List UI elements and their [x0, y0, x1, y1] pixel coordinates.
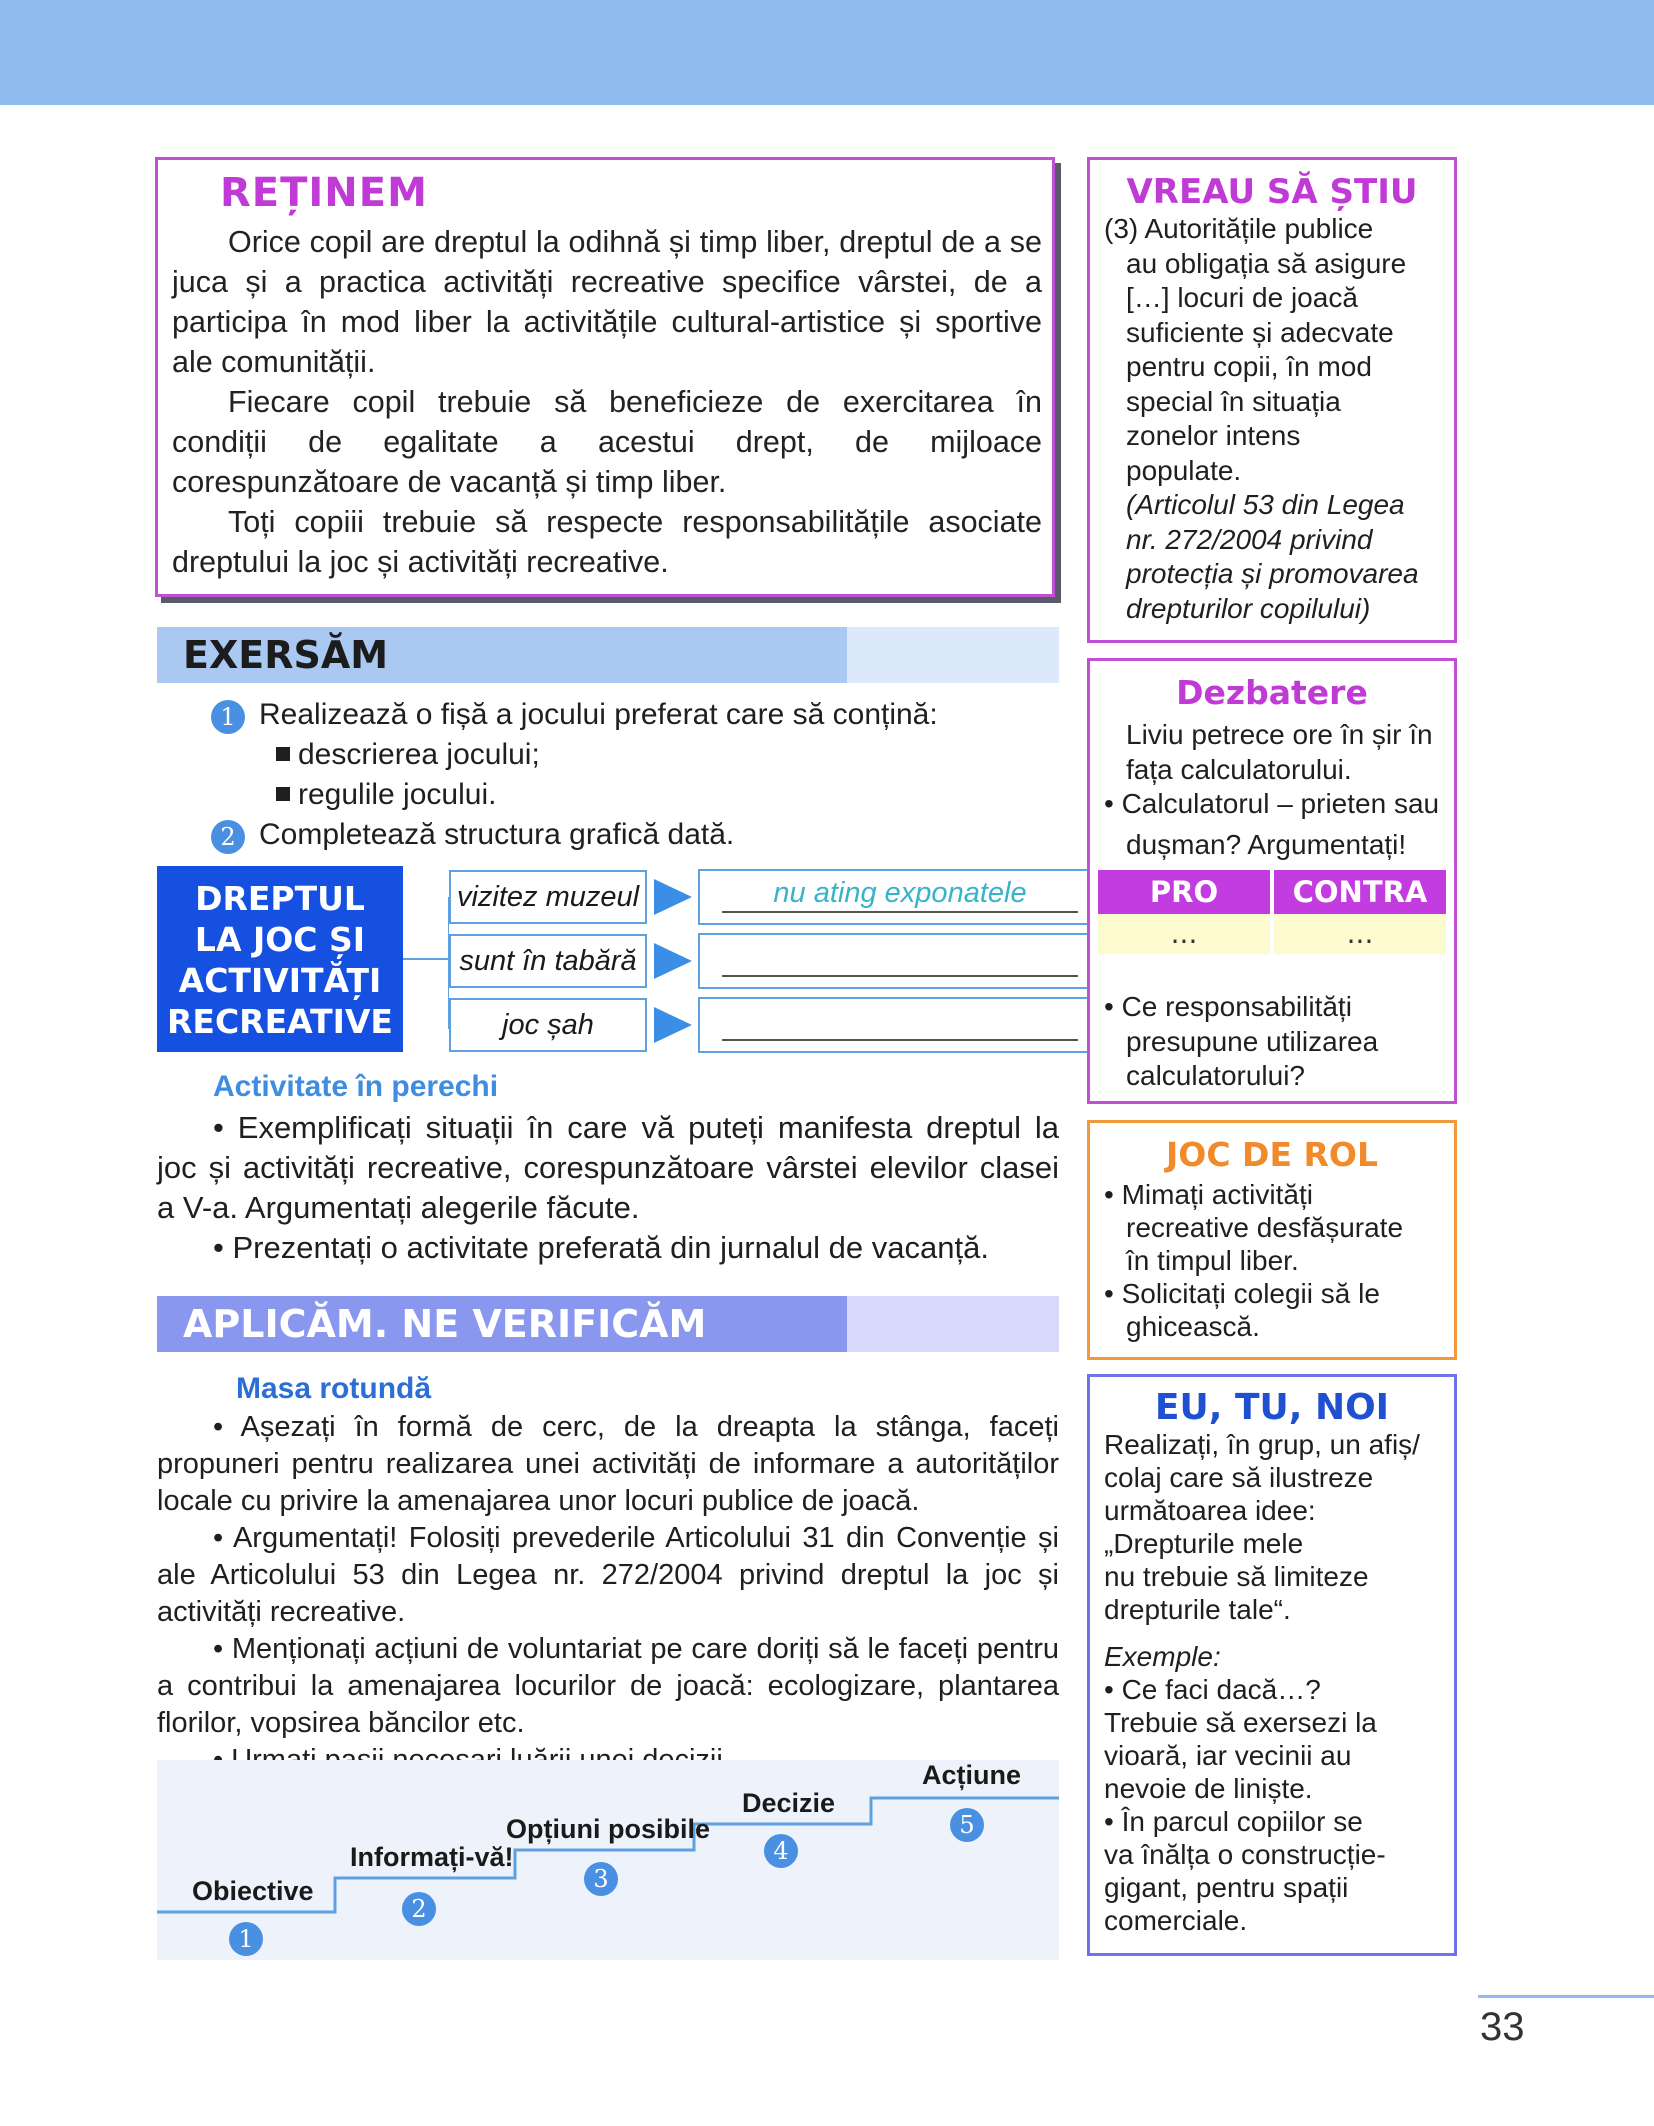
eu-example-line: • În parcul copiilor se: [1104, 1806, 1363, 1837]
step-number-badge: 4: [764, 1834, 798, 1868]
step-label: Acțiune: [922, 1760, 1022, 1790]
vreau-source-line: protecția și promovarea: [1126, 558, 1419, 589]
connector-lines: [403, 866, 449, 1052]
pro-header: PRO: [1098, 870, 1270, 914]
vreau-line: zonelor intens: [1126, 420, 1301, 451]
diagram-label-box: joc șah: [449, 998, 647, 1052]
bullet-item: descrierea jocului;: [276, 738, 540, 772]
exersam-header: EXERSĂM: [157, 627, 847, 683]
step-label: Obiective: [192, 1876, 314, 1906]
vreau-source-line: drepturilor copilului): [1126, 592, 1371, 624]
exercise-1-text: Realizează o fișă a jocului preferat care să conțină:: [259, 698, 938, 731]
dezbatere-line: calculatorului?: [1126, 1060, 1305, 1091]
dezbatere-line: fața calculatorului.: [1126, 753, 1352, 785]
square-bullet-icon: [276, 787, 290, 801]
eu-example-line: Trebuie să exersezi la: [1104, 1707, 1377, 1738]
number-badge: 2: [211, 820, 245, 854]
step-label: Opțiuni posibile: [506, 1814, 710, 1844]
masa-rotunda-title: Masa rotundă: [236, 1372, 432, 1405]
vreau-line: au obligația să asigure: [1126, 247, 1407, 279]
exercise-2-text: Completează structura grafică dată.: [259, 818, 735, 851]
dezbatere-line: • Ce responsabilități: [1104, 991, 1352, 1022]
contra-value: ...: [1274, 914, 1446, 954]
exemple-label: Exemple:: [1104, 1641, 1221, 1672]
dreptul-center-box: [157, 866, 403, 1052]
square-bullet-icon: [276, 747, 290, 761]
diagram-label-box: sunt în tabără: [449, 934, 647, 988]
eu-tu-noi-text: [1104, 1428, 1446, 1937]
step-label: Decizie: [742, 1788, 836, 1818]
vreau-source-line: nr. 272/2004 privind: [1126, 523, 1373, 555]
joc-line: în timpul liber.: [1126, 1245, 1299, 1276]
center-line: ACTIVITĂȚI: [178, 961, 382, 1000]
perechi-text: [157, 1108, 1059, 1268]
arrow-right-icon: [654, 943, 692, 979]
pro-contra-values: [1098, 914, 1446, 954]
vreau-source-line: (Articolul 53 din Legea: [1126, 489, 1405, 520]
diagram-label-box: vizitez muzeul: [449, 870, 647, 924]
eu-example-line: • Ce faci dacă…?: [1104, 1674, 1321, 1705]
vreau-text: [1104, 212, 1442, 626]
perechi-paragraph: • Exemplificați situații în care vă puteți manifesta dreptul la joc și activități recreative, corespunzătoare vârstei elevilor clasei a V-a. Argumentați alegerile făcute.: [157, 1110, 1059, 1225]
dezbatere-line: Liviu petrece ore în șir în: [1126, 719, 1433, 750]
perechi-title: Activitate în perechi: [213, 1070, 499, 1103]
contra-header: CONTRA: [1274, 870, 1446, 914]
vreau-line: suficiente și adecvate: [1126, 316, 1394, 348]
eu-line: colaj care să ilustreze: [1104, 1462, 1374, 1493]
answer-line: [722, 911, 1078, 913]
step-number-badge: 2: [402, 1892, 436, 1926]
step-number-badge: 5: [950, 1808, 984, 1842]
eu-line: drepturile tale“.: [1104, 1594, 1291, 1625]
vreau-box: [1087, 157, 1457, 643]
joc-line: • Solicitați colegii să le: [1104, 1278, 1380, 1309]
answer-text: nu ating exponatele: [773, 877, 1027, 909]
answer-box[interactable]: [698, 997, 1102, 1053]
vreau-line: pentru copii, în mod: [1126, 351, 1372, 382]
number-badge: 1: [211, 700, 245, 734]
eu-line: nu trebuie să limiteze: [1104, 1561, 1369, 1592]
joc-de-rol-text: [1104, 1178, 1446, 1343]
retinem-paragraph: Toți copiii trebuie să respecte responsabilitățile asociate dreptului la joc și activități recreative.: [172, 505, 1042, 579]
dezbatere-question: dușman? Argumentați!: [1126, 828, 1407, 860]
eu-example-line: nevoie de liniște.: [1104, 1773, 1313, 1804]
dezbatere-line: presupune utilizarea: [1126, 1025, 1379, 1057]
eu-tu-noi-title: EU, TU, NOI: [1154, 1387, 1390, 1428]
vreau-line: special în situația: [1126, 385, 1341, 417]
answer-box[interactable]: [698, 869, 1102, 925]
center-line: LA JOC ȘI: [194, 920, 366, 959]
answer-line: [722, 975, 1078, 977]
joc-line: recreative desfășurate: [1126, 1212, 1404, 1243]
dezbatere-title: Dezbatere: [1176, 673, 1368, 712]
joc-de-rol-box: [1087, 1120, 1457, 1360]
top-header-band: [0, 0, 1654, 105]
exersam-header-tail: [847, 627, 1059, 683]
pro-value: ...: [1098, 914, 1270, 954]
eu-line: Realizați, în grup, un afiș/: [1104, 1429, 1420, 1460]
bullet-item: regulile jocului.: [276, 778, 496, 812]
step-label: Informați-vă!: [350, 1842, 514, 1872]
aplicam-header: APLICĂM. NE VERIFICĂM: [157, 1296, 847, 1352]
step-number-badge: 3: [584, 1862, 618, 1896]
answer-line: [722, 1039, 1078, 1041]
page-number: 33: [1480, 2005, 1525, 2049]
retinem-text: [172, 222, 1042, 582]
aplicam-text: [157, 1409, 1059, 1779]
perechi-paragraph: • Prezentați o activitate preferată din jurnalul de vacanță.: [213, 1230, 989, 1265]
eu-example-line: gigant, pentru spații: [1104, 1872, 1349, 1903]
dezbatere-question-2: [1104, 990, 1446, 1094]
vreau-line: […] locuri de joacă: [1126, 282, 1358, 313]
eu-line: următoarea idee:: [1104, 1495, 1316, 1526]
aplicam-paragraph: • Menționați acțiuni de voluntariat pe care doriți să le faceți pentru a contribui la amenajarea locurilor de joacă: ecologizare, plantarea florilor, vopsirea băncilor etc.: [157, 1633, 1059, 1739]
eu-line: „Drepturile mele: [1104, 1528, 1304, 1559]
retinem-paragraph: Fiecare copil trebuie să beneficieze de exercitarea în condiții de egalitate a acestui drept, de mijloace corespunzătoare de vacanță și timp liber.: [172, 385, 1042, 499]
vreau-line: (3) Autoritățile publice: [1104, 213, 1374, 244]
step-number-badge: 1: [229, 1922, 263, 1956]
dezbatere-question: • Calculatorul – prieten sau: [1104, 788, 1440, 819]
joc-line: • Mimați activități: [1104, 1179, 1313, 1210]
center-line: RECREATIVE: [167, 1002, 393, 1041]
aplicam-header-tail: [847, 1296, 1059, 1352]
eu-tu-noi-box: [1087, 1374, 1457, 1956]
arrow-right-icon: [654, 1007, 692, 1043]
dezbatere-box: [1087, 658, 1457, 1104]
pro-contra-header: [1098, 870, 1446, 914]
joc-de-rol-title: JOC DE ROL: [1166, 1135, 1378, 1174]
answer-box[interactable]: [698, 933, 1102, 989]
retinem-title: REȚINEM: [220, 170, 428, 216]
retinem-paragraph: Orice copil are dreptul la odihnă și timp liber, dreptul de a se juca și a practica activități recreative specifice vârstei, de a participa în mod liber la activitățile cultural-artistice și sportive ale comunității.: [172, 225, 1042, 379]
eu-example-line: comerciale.: [1104, 1905, 1248, 1936]
dezbatere-text: [1104, 718, 1446, 862]
page-number-rule: [1478, 1995, 1654, 1998]
arrow-right-icon: [654, 879, 692, 915]
center-line: DREPTUL: [195, 879, 365, 918]
eu-example-line: va înălța o construcție-: [1104, 1839, 1386, 1870]
aplicam-paragraph: • Argumentați! Folosiți prevederile Articolului 31 din Convenție și ale Articolului 53 din Legea nr. 272/2004 privind dreptul la joc și activități recreative.: [157, 1522, 1059, 1628]
joc-line: ghicească.: [1126, 1311, 1260, 1342]
eu-example-line: vioară, iar vecinii au: [1104, 1740, 1352, 1771]
vreau-title: VREAU SĂ ȘTIU: [1126, 172, 1418, 212]
aplicam-paragraph: • Așezați în formă de cerc, de la dreapta la stânga, faceți propuneri pentru realizarea unei activități de informare a autorităților locale cu privire la amenajarea unor locuri publice de joacă.: [157, 1411, 1059, 1517]
vreau-line: populate.: [1126, 454, 1242, 486]
